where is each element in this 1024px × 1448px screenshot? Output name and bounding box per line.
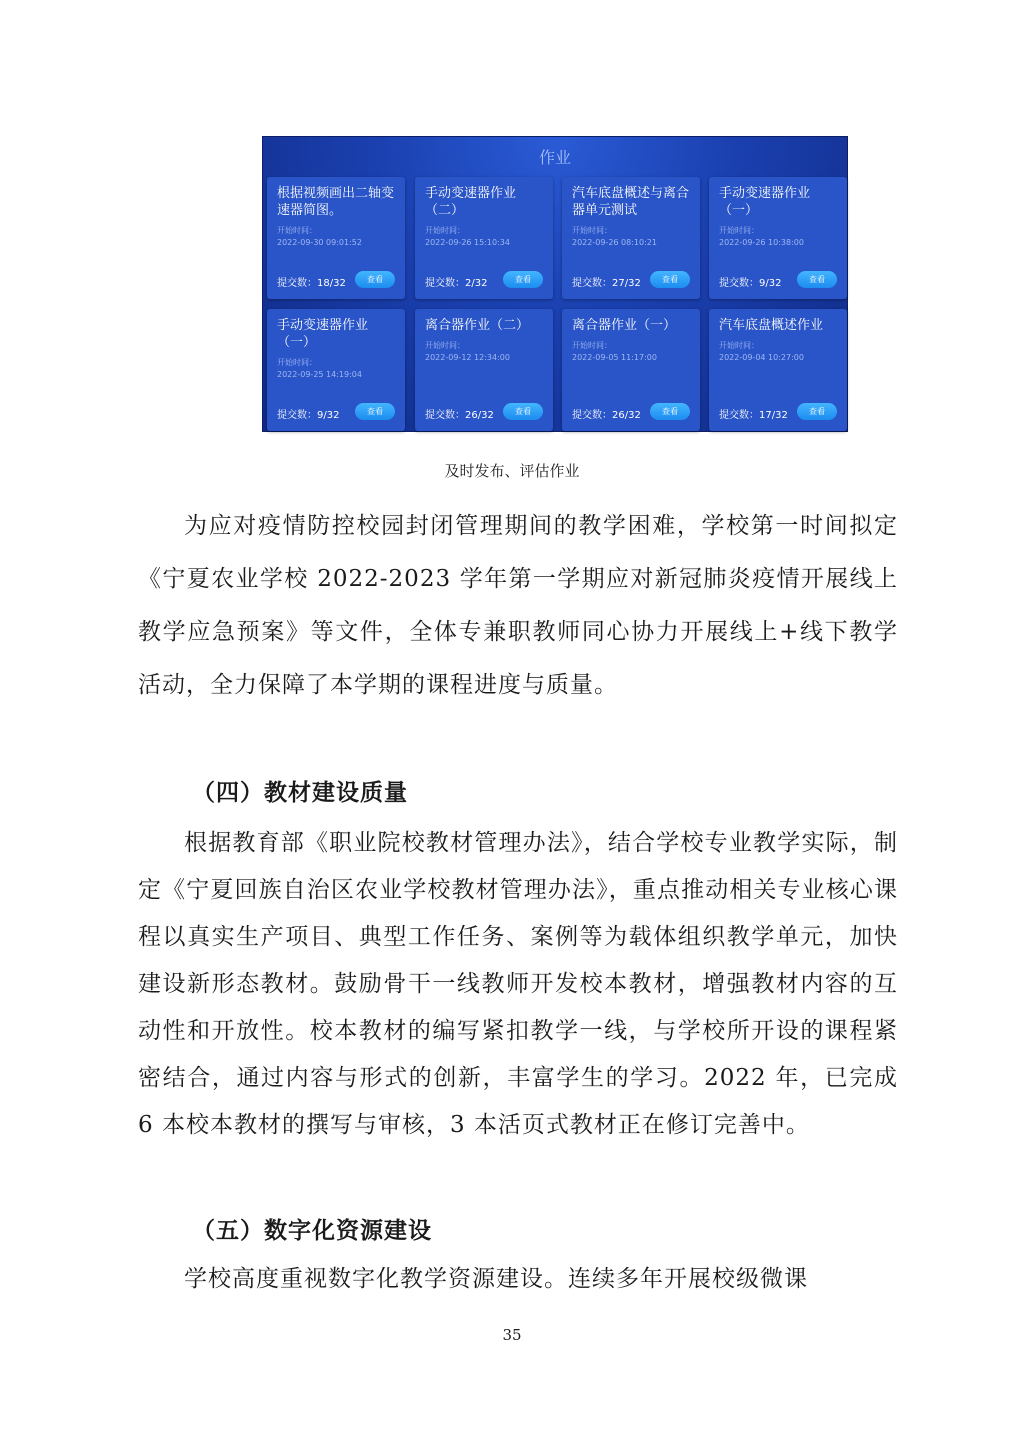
submission-count: 提交数：18/32 (277, 278, 346, 289)
homework-screenshot (262, 136, 848, 432)
homework-card-title: 离合器作业（一） (572, 318, 677, 333)
homework-card[interactable] (415, 177, 553, 299)
paragraph-online-teaching: 为应对疫情防控校园封闭管理期间的教学困难，学校第一时间拟定《宁夏农业学校 2022-2023 学年第一学期应对新冠肺炎疫情开展线上教学应急预案》等文件，全体专兼职教师同心协力开展线上+线下教学活动，全力保障了本学期的课程进度与质量。 (138, 513, 898, 698)
submission-count: 提交数：17/32 (719, 410, 788, 421)
submission-count: 提交数：9/32 (277, 410, 340, 421)
homework-card[interactable] (415, 309, 553, 431)
start-time-value: 2022-09-30 09:01:52 (277, 238, 362, 247)
view-button[interactable]: 查看 (650, 403, 690, 420)
homework-card-title: 汽车底盘概述与离合器单元测试 (572, 186, 690, 218)
page-number: 35 (502, 1326, 522, 1344)
view-button[interactable]: 查看 (650, 271, 690, 288)
start-time-value: 2022-09-12 12:34:00 (425, 353, 510, 362)
start-time-label: 开始时间： (719, 226, 759, 235)
start-time-label: 开始时间： (572, 341, 612, 350)
section-heading-textbooks: （四）教材建设质量 (192, 779, 408, 806)
homework-panel-title: 作业 (538, 148, 571, 167)
view-button[interactable]: 查看 (797, 403, 837, 420)
start-time-label: 开始时间： (425, 341, 465, 350)
submission-count: 提交数：27/32 (572, 278, 641, 289)
homework-card[interactable] (709, 309, 847, 431)
start-time-value: 2022-09-26 08:10:21 (572, 238, 657, 247)
view-button[interactable]: 查看 (503, 403, 543, 420)
view-button[interactable]: 查看 (797, 271, 837, 288)
submission-count: 提交数：26/32 (572, 410, 641, 421)
submission-count: 提交数：26/32 (425, 410, 494, 421)
start-time-value: 2022-09-04 10:27:00 (719, 353, 804, 362)
homework-card[interactable] (562, 309, 700, 431)
homework-card-title: 根据视频画出二轴变速器简图。 (277, 186, 395, 218)
homework-card[interactable] (267, 177, 405, 299)
start-time-value: 2022-09-26 10:38:00 (719, 238, 804, 247)
figure-caption: 及时发布、评估作业 (444, 462, 580, 480)
view-button[interactable]: 查看 (503, 271, 543, 288)
start-time-label: 开始时间： (277, 358, 317, 367)
submission-count: 提交数：9/32 (719, 278, 782, 289)
submission-count: 提交数：2/32 (425, 278, 488, 289)
start-time-value: 2022-09-05 11:17:00 (572, 353, 657, 362)
homework-card-title: 汽车底盘概述作业 (719, 318, 824, 333)
homework-card[interactable] (562, 177, 700, 299)
homework-card-title: 离合器作业（二） (425, 318, 530, 333)
start-time-label: 开始时间： (425, 226, 465, 235)
start-time-value: 2022-09-25 14:19:04 (277, 370, 362, 379)
paragraph-digital-resources: 学校高度重视数字化教学资源建设。连续多年开展校级微课 (184, 1266, 808, 1292)
paragraph-textbooks: 根据教育部《职业院校教材管理办法》，结合学校专业教学实际，制定《宁夏回族自治区农业学校教材管理办法》，重点推动相关专业核心课程以真实生产项目、典型工作任务、案例等为载体组织教学单元，加快建设新形态教材。鼓励骨干一线教师开发校本教材，增强教材内容的互动性和开放性。校本教材的编写紧扣教学一线，与学校所开设的课程紧密结合，通过内容与形式的创新，丰富学生的学习。2022 年，已完成 6 本校本教材的撰写与审核，3 本活页式教材正在修订完善中。 (138, 830, 898, 1138)
start-time-value: 2022-09-26 15:10:34 (425, 238, 510, 247)
homework-card-title: 手动变速器作业（一） (277, 318, 369, 350)
homework-card-title: 手动变速器作业（二） (425, 186, 517, 218)
start-time-label: 开始时间： (719, 341, 759, 350)
start-time-label: 开始时间： (572, 226, 612, 235)
section-heading-digital-resources: （五）数字化资源建设 (192, 1217, 432, 1244)
homework-card[interactable] (267, 309, 405, 431)
view-button[interactable]: 查看 (355, 271, 395, 288)
homework-card[interactable] (709, 177, 847, 299)
start-time-label: 开始时间： (277, 226, 317, 235)
homework-card-title: 手动变速器作业（一） (719, 186, 811, 218)
view-button[interactable]: 查看 (355, 403, 395, 420)
